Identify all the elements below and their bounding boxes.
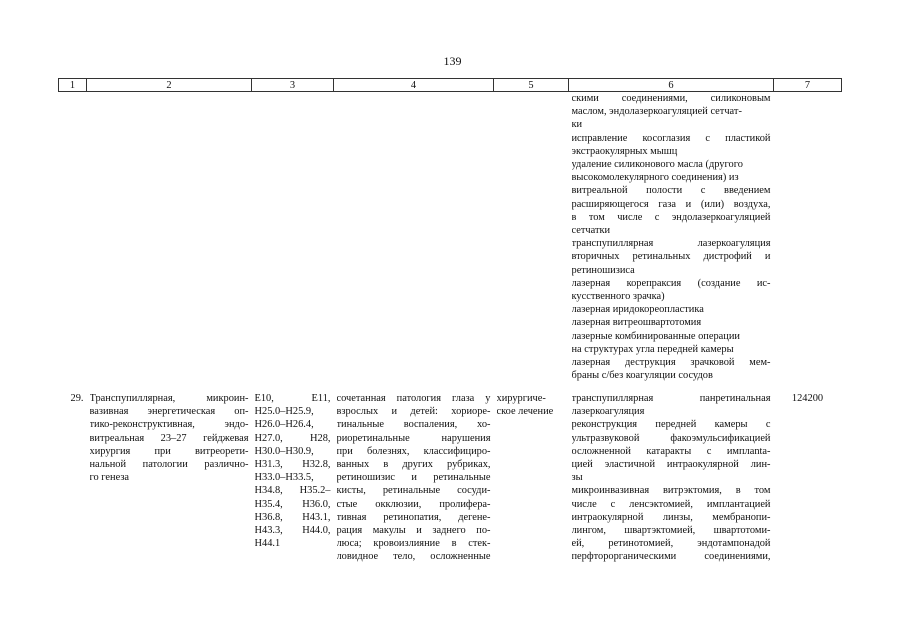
text-line: H33.0–H33.5, [254,472,314,484]
text-line: го генеза [89,472,130,484]
text-line: хирургиче- [496,393,546,404]
text-line: ское лечение [496,406,554,418]
text-line: кусственного зрачка) [571,291,665,303]
text-line: тико-реконструктивная, эндо- [89,419,249,431]
text-line: перфторорганическими соединениями, [571,551,771,563]
text-line: лазерная деструкция зрачковой мем- [571,357,771,369]
table-row-29 [59,392,842,564]
column-header-6: 6 [569,79,774,92]
text-line: в том числе с эндолазеркоагуляцией [571,211,771,223]
text-line: H25.0–H25.9, [254,406,314,418]
text-line: ретиношизиса [571,264,635,276]
text-line: H36.8, H43.1, [254,511,331,523]
text-line: осложненной катаракты с имплanta- [571,445,771,457]
text-line: H27.0, H28, [254,432,331,444]
care-type-name [87,392,252,564]
text-line: транспупиллярная панретинальная [571,393,771,404]
text-line: ванных в других рубриках, [336,459,491,471]
continuation-row [59,92,842,393]
text-line: H35.4, H36.0, [254,498,331,510]
text-line: стые окклюзии, пролифера- [336,498,491,510]
text-line: взрослых и детей: хориоре- [336,406,491,418]
text-line: Транспупиллярная, микроин- [89,393,249,404]
text-line: числе с ленсэктомией, имплантацией [571,498,771,510]
text-line: реконструкция передней камеры с [571,419,771,431]
column-header-1: 1 [59,79,87,92]
text-line: H44.1 [254,538,281,550]
text-line: удаление силиконового масла (другого [571,159,743,171]
column-header-4: 4 [334,79,494,92]
text-line: тинальные воспаления, хо- [336,419,491,431]
text-line: хирургия при витреорети- [89,445,249,457]
text-line: витреальной полости с введением [571,185,771,197]
text-line: лазерная витреошвартотомия [571,317,702,329]
text-line: лингом, швартэктомией, швартотоми- [571,525,771,537]
column-number-row [59,79,842,92]
text-line: нальной патологии различно- [89,459,249,471]
text-line: H43.3, H44.0, [254,525,331,537]
text-line: ретиношизис и ретинальные [336,472,491,484]
text-line: H30.0–H30.9, [254,445,314,457]
text-line: витреальная 23–27 гейджевая [89,432,249,444]
text-line: H34.8, H35.2– [254,485,331,497]
text-line: сочетанная патология глаза у [336,393,491,404]
column-header-3: 3 [252,79,334,92]
text-line: исправление косоглазия с пластикой [571,132,771,144]
text-line: ультразвуковой факоэмульсификацией [571,432,771,444]
text-line: вазивная энергетическая оп- [89,406,249,418]
text-line: риоретинальные нарушения [336,432,491,444]
text-line: H31.3, H32.8, [254,459,331,471]
row-number: 29. [70,393,84,404]
column-header-5: 5 [494,79,569,92]
text-line: люса; кровоизлияние в стек- [336,538,491,550]
text-line: ей, ретинотомией, эндотампонадой [571,538,771,550]
medical-care-table [58,78,842,564]
text-line: лазерные комбинированные операции [571,330,740,342]
column-header-2: 2 [87,79,252,92]
text-line: рация макулы и заднего по- [336,525,491,537]
text-line: лазеркоагуляция [571,406,645,418]
text-line: на структурах угла передней камеры [571,343,734,355]
patient-model [334,392,494,564]
treatment-methods [569,392,774,564]
text-line: браны с/без коагуляции сосудов [571,370,713,382]
text-line: маслом, эндолазеркоагуляцией сетчат- [571,106,742,118]
text-line: лазерная иридокореопластика [571,304,704,316]
text-line: тивная ретинопатия, дегене- [336,511,491,523]
text-line: скими соединениями, силиконовым [571,93,771,104]
text-line: кисты, ретинальные сосуди- [336,485,491,497]
text-line: ки [571,119,583,131]
text-line: микроинвазивная витрэктомия, в том [571,485,771,497]
icd-codes [252,392,334,564]
treatment-type [494,392,569,564]
text-line: расширяющегося газа и (или) воздуха, [571,198,771,210]
text-line: высокомолекулярного соединения) из [571,172,739,184]
text-line: H26.0–H26.4, [254,419,314,431]
text-line: вторичных ретинальных дистрофий и [571,251,771,263]
text-line: ловидное тело, осложненные [336,551,491,563]
text-line: цией эластичной интраокулярной лин- [571,459,771,471]
text-line: сетчатки [571,225,611,237]
text-line: интраокулярной линзы, мембранопи- [571,511,771,523]
text-line: транспупиллярная лазеркоагуляция [571,238,771,250]
column-header-7: 7 [774,79,842,92]
text-line: лазерная корепраксия (создание ис- [571,277,771,289]
text-line: при болезнях, классифициро- [336,445,491,457]
text-line: экстраокулярных мышц [571,145,678,157]
page-number: 139 [443,54,462,68]
text-line: E10, E11, [254,393,331,404]
continuation-treatment-methods [569,92,774,393]
cost-value: 124200 [791,393,824,404]
text-line: зы [571,472,583,484]
